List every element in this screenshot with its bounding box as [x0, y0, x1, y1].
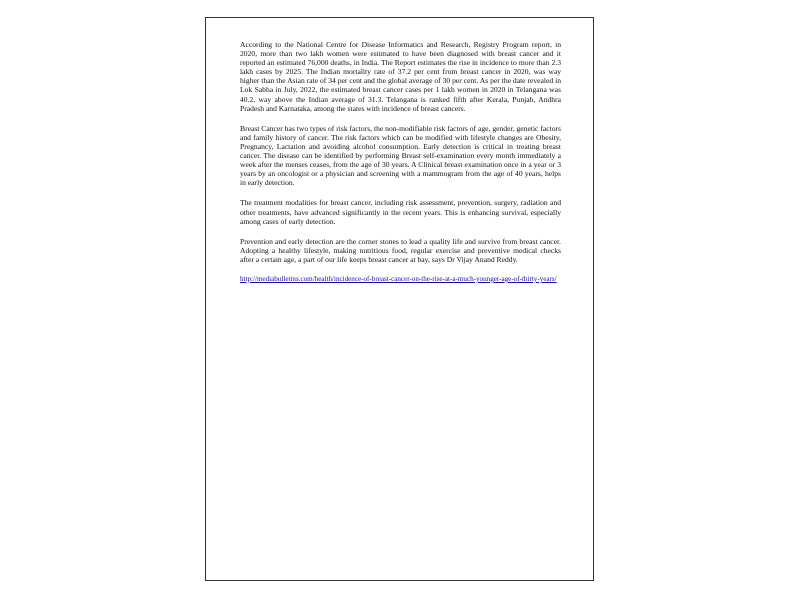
paragraph-treatment: The treatment modalities for breast cancer, including risk assessment, prevention, surgery, radiation and other treatments, have advanced significantly in the recent years. This is enhancing survival, especially among cases of early detection. [240, 198, 561, 226]
paragraph-incidence-statistics: According to the National Centre for Disease Informatics and Research, Registry Program report, in 2020, more than two lakh women were estimated to have been diagnosed with breast cancer and it reported an estimated 76,000 deaths, in India. The Report estimates the rise in incidence to more than 2.3 lakh cases by 2025. The Indian mortality rate of 37.2 per cent from breast cancer in 2020, was way higher than the Asian rate of 34 per cent and the global average of 30 per cent. As per the date revealed in Lok Sabha in July, 2022, the estimated breast cancer cases per 1 lakh women in 2020 in Telangana was 40.2, way above the Indian average of 31.3. Telangana is ranked fifth after Kerala, Punjab, Andhra Pradesh and Karnataka, among the states with incidence of breast cancers. [240, 40, 561, 113]
paragraph-prevention: Prevention and early detection are the corner stones to lead a quality life and survive from breast cancer. Adopting a healthy lifestyle, making nutritious food, regular exercise and preventive medical checks after a certain age, a part of our life keeps breast cancer at bay, says Dr Vijay Anand Reddy. [240, 236, 561, 264]
paragraph-risk-factors: Breast Cancer has two types of risk factors, the non-modifiable risk factors of age, gender, genetic factors and family history of cancer. The risk factors which can be modified with lifestyle changes are Obesity, Pregnancy, Lactation and avoiding alcohol consumption. Early detection is critical in treating breast cancer. The disease can be identified by performing Breast self-examination every month immediately a week after the menses ceases, from the age of 30 years. A Clinical breast examination once in a year or 3 years by an oncologist or a physician and screening with a mammogram from the age of 40 years, helps in early detection. [240, 123, 561, 188]
document-body [240, 40, 561, 284]
document-page [205, 17, 594, 581]
source-link[interactable]: http://mediabulletins.com/health/incidence-of-breast-cancer-on-the-rise-at-a-much-younger-age-of-thirty-years/ [240, 274, 557, 283]
